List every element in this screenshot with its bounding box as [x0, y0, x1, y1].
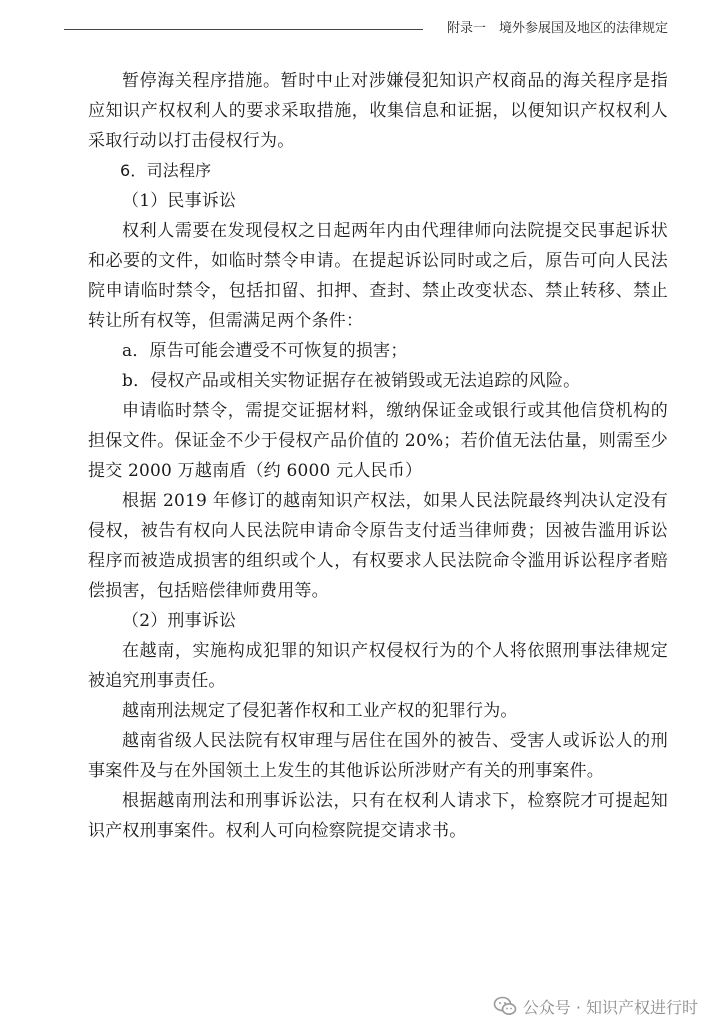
condition-a: a．原告可能会遭受不可恢复的损害；	[122, 341, 408, 361]
watermark	[493, 993, 698, 1019]
paragraph-customs-suspension: 暂停海关程序措施。暂时中止对涉嫌侵犯知识产权商品的海关程序是指应知识产权权利人的要求采取措施，收集信息和证据，以便知识产权权利人采取行动以打击侵权行为。	[88, 71, 668, 151]
paragraph-civil-filing: 权利人需要在发现侵权之日起两年内由代理律师向法院提交民事起诉状和必要的文件，如临时禁令申请。在提起诉讼同时或之后，原告可向人民法院申请临时禁令，包括扣留、扣押、查封、禁止改变状态、禁止转移、禁止转让所有权等，但需满足两个条件：	[88, 221, 668, 331]
watermark-label: 公众号 · 知识产权进行时	[522, 997, 698, 1017]
paragraph-criminal-liability: 在越南，实施构成犯罪的知识产权侵权行为的个人将依照刑事法律规定被追究刑事责任。	[88, 641, 668, 691]
subheading-criminal: （2）刑事诉讼	[122, 611, 237, 631]
paragraph-provincial-court: 越南省级人民法院有权审理与居住在国外的被告、受害人或诉讼人的刑事案件及与在外国领土上发生的其他诉讼所涉财产有关的刑事案件。	[88, 731, 668, 781]
running-header	[64, 18, 668, 40]
condition-b: b．侵权产品或相关实物证据存在被销毁或无法追踪的风险。	[122, 371, 581, 391]
subheading-civil: （1）民事诉讼	[122, 191, 237, 211]
wechat-icon	[493, 995, 517, 1017]
paragraph-criminal-code: 越南刑法规定了侵犯著作权和工业产权的犯罪行为。	[122, 701, 518, 721]
paragraph-procuracy: 根据越南刑法和刑事诉讼法，只有在权利人请求下，检察院才可提起知识产权刑事案件。权利人可向检察院提交请求书。	[88, 791, 668, 841]
paragraph-2019-ip-law: 根据 2019 年修订的越南知识产权法，如果人民法院最终判决认定没有侵权，被告有权向人民法院申请命令原告支付适当律师费；因被告滥用诉讼程序而被造成损害的组织或个人，有权要求人民法院命令滥用诉讼程序者赔偿损害，包括赔偿律师费用等。	[88, 491, 668, 601]
page-body	[88, 66, 668, 846]
header-rule	[64, 29, 423, 30]
paragraph-injunction-deposit: 申请临时禁令，需提交证据材料，缴纳保证金或银行或其他信贷机构的担保文件。保证金不少于侵权产品价值的 20%；若价值无法估量，则需至少提交 2000 万越南盾（约 6000 元人民币）	[88, 401, 668, 481]
section-heading-judicial: 6．司法程序	[120, 161, 212, 180]
header-title: 附录一 境外参展国及地区的法律规定	[446, 21, 668, 36]
